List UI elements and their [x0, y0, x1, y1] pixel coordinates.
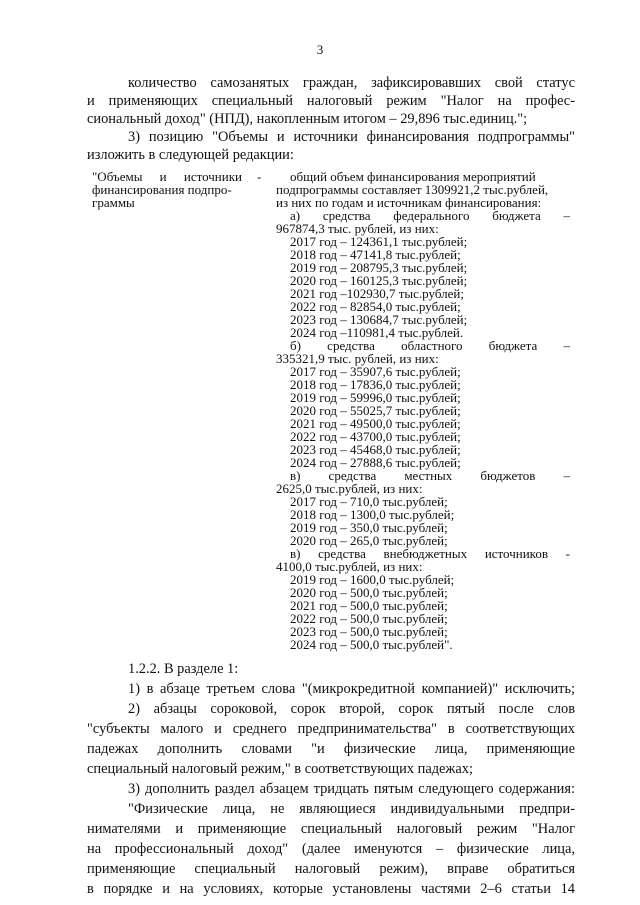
table-line: 2024 год –110981,4 тыс.рублей. [290, 325, 464, 340]
table-line: 2019 год – 59996,0 тыс.рублей; [290, 390, 461, 405]
table-line: 2022 год – 500,0 тыс.рублей; [290, 611, 448, 626]
table-dash: - [257, 169, 262, 184]
table-line: б) средства областного бюджета – [290, 338, 570, 353]
table-line: 2023 год – 500,0 тыс.рублей; [290, 624, 448, 639]
table-line: 2019 год – 208795,3 тыс.рублей; [290, 260, 468, 275]
table-line: 2022 год – 43700,0 тыс.рублей; [290, 429, 461, 444]
table-label-line: "Объемы и источники [92, 169, 242, 184]
table-label-line: финансирования подпро- [92, 182, 232, 197]
table-line: 2018 год – 17836,0 тыс.рублей; [290, 377, 461, 392]
table-line: 967874,3 тыс. рублей, из них: [276, 221, 439, 236]
intro-line: 3) позицию "Объемы и источники финансирования подпрограммы" [128, 129, 575, 145]
outro-line: 2) абзацы сороковой, сорок второй, сорок пятый после слов [128, 701, 575, 717]
table-line: 2018 год – 47141,8 тыс.рублей; [290, 247, 461, 262]
intro-line: сиональный доход" (НПД), накопленным итогом – 29,896 тыс.единиц."; [87, 111, 528, 127]
outro-line: "Физические лица, не являющиеся индивидуальными предпри- [128, 801, 575, 817]
table-line: 2019 год – 350,0 тыс.рублей; [290, 520, 448, 535]
table-line: 2017 год – 35907,6 тыс.рублей; [290, 364, 461, 379]
table-line: 2021 год –102930,7 тыс.рублей; [290, 286, 464, 301]
table-line: 2021 год – 500,0 тыс.рублей; [290, 598, 448, 613]
table-line: 2022 год – 82854,0 тыс.рублей; [290, 299, 461, 314]
page-number: 3 [316, 42, 324, 57]
table-line: 2017 год – 710,0 тыс.рублей; [290, 494, 448, 509]
intro-line: изложить в следующей редакции: [87, 147, 294, 163]
table-line: в) средства внебюджетных источников - [290, 546, 570, 561]
intro-line: и применяющих специальный налоговый режим "Налог на профес- [87, 93, 575, 109]
table-line: подпрограммы составляет 1309921,2 тыс.рублей, [276, 182, 549, 197]
table-line: 4100,0 тыс.рублей, из них: [276, 559, 423, 574]
table-line: общий объем финансирования мероприятий [290, 169, 536, 184]
outro-line: "субъекты малого и среднего предпринимательства" в соответствующих [87, 721, 575, 737]
outro-line: специальный налоговый режим," в соответствующих падежах; [87, 761, 473, 777]
intro-line: количество самозанятых граждан, зафиксировавших свой статус [128, 75, 575, 91]
table-line: 2020 год – 265,0 тыс.рублей; [290, 533, 448, 548]
table-line: 2019 год – 1600,0 тыс.рублей; [290, 572, 455, 587]
table-line: а) средства федерального бюджета – [290, 208, 570, 223]
table-line: в) средства местных бюджетов – [290, 468, 570, 483]
table-line: 2625,0 тыс.рублей, из них: [276, 481, 423, 496]
outro-line: на профессиональный доход" (далее именуются – физические лица, [87, 841, 575, 857]
outro-line: 3) дополнить раздел абзацем тридцать пятым следующего содержания: [128, 781, 575, 797]
table-line: из них по годам и источникам финансирования: [276, 195, 542, 210]
table-line: 2017 год – 124361,1 тыс.рублей; [290, 234, 468, 249]
table-line: 2021 год – 49500,0 тыс.рублей; [290, 416, 461, 431]
outro-line: в порядке и на условиях, которые установлены частями 2–6 статьи 14 [87, 881, 575, 897]
outro-line: падежах дополнить словами "и физические лица, применяющие [87, 741, 575, 757]
table-label-line: граммы [92, 195, 135, 210]
table-line: 2023 год – 45468,0 тыс.рублей; [290, 442, 461, 457]
table-line: 2020 год – 500,0 тыс.рублей; [290, 585, 448, 600]
outro-line: 1.2.2. В разделе 1: [128, 661, 239, 677]
table-line: 2020 год – 55025,7 тыс.рублей; [290, 403, 461, 418]
outro-line: 1) в абзаце третьем слова "(микрокредитной компанией)" исключить; [128, 681, 575, 697]
table-line: 335321,9 тыс. рублей, из них: [276, 351, 439, 366]
table-line: 2018 год – 1300,0 тыс.рублей; [290, 507, 455, 522]
outro-line: нимателями и применяющие специальный налоговый режим "Налог [87, 821, 575, 837]
table-line: 2024 год – 500,0 тыс.рублей". [290, 637, 453, 652]
outro-line: применяющие специальный налоговый режим), вправе обратиться [87, 861, 575, 877]
table-line: 2024 год – 27888,6 тыс.рублей; [290, 455, 461, 470]
table-line: 2023 год – 130684,7 тыс.рублей; [290, 312, 468, 327]
table-line: 2020 год – 160125,3 тыс.рублей; [290, 273, 468, 288]
